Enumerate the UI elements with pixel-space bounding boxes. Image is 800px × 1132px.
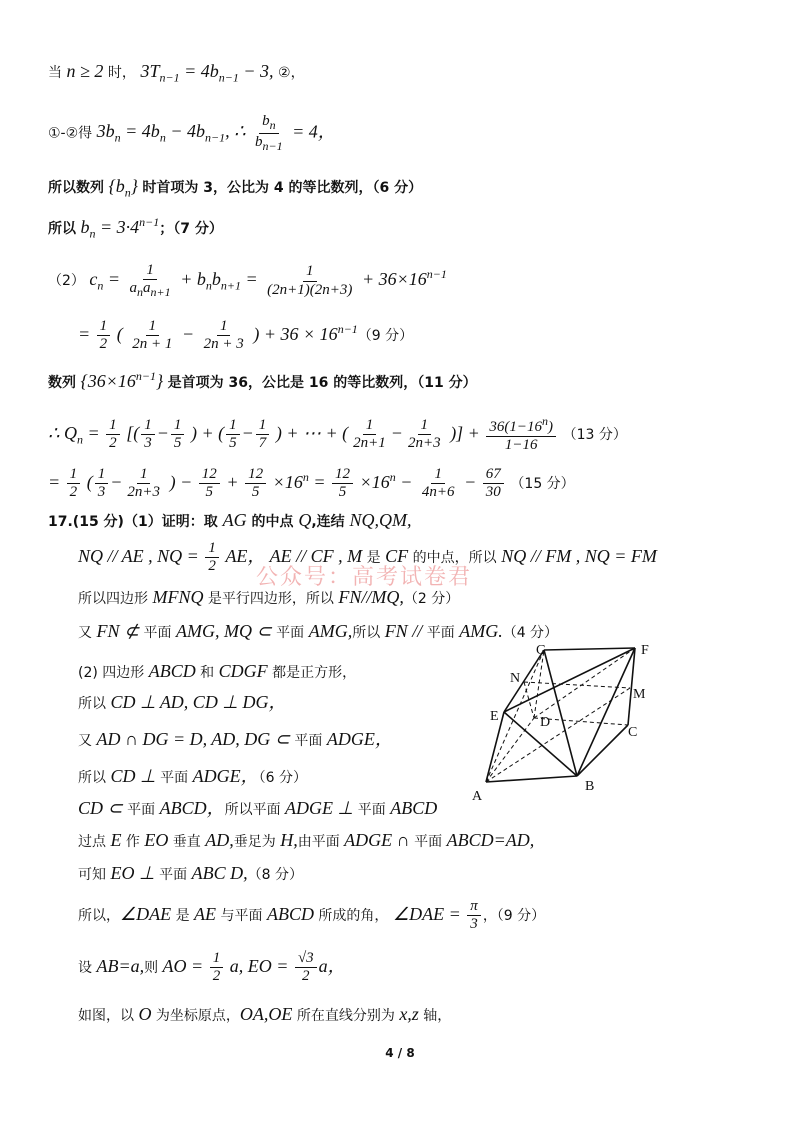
line-17: 所以 CD ⊥ 平面 ADGE，（6 分） bbox=[78, 766, 307, 786]
label-M: M bbox=[633, 687, 646, 702]
label-F: F bbox=[641, 643, 649, 658]
line-21: 所以，∠DAE 是 AE 与平面 ABCD 所成的角， ∠DAE = $\frac{\pi}{3}$ ，（9 分） bbox=[78, 898, 546, 933]
line-13: 又 FN ⊄ 平面 AMG, MQ ⊂ 平面 AMG,所以 FN // 平面 AMG.（4 分） bbox=[78, 621, 559, 641]
line-15: 所以 CD ⊥ AD, CD ⊥ DG， bbox=[78, 692, 287, 712]
line-23: 如图，以 O 为坐标原点，OA,OE 所在直线分别为 x,z 轴， bbox=[78, 1004, 452, 1024]
line-14: (2) 四边形 ABCD 和 CDGF 都是正方形， bbox=[78, 661, 357, 681]
line-1: 当 n ≥ 2 时， $3T_{n-1} = 4b_{n-1} - 3$, ②， bbox=[48, 61, 305, 85]
watermark: 公众号：高考试卷君 bbox=[256, 565, 473, 590]
line-4: 所以 $b_n = 3\cdot 4^{n-1}$；（7 分） bbox=[48, 215, 223, 241]
label-E: E bbox=[490, 709, 499, 724]
line-10: 17.(15 分)（1）证明：取 AG 的中点 Q,连结 NQ,QM, bbox=[48, 510, 412, 530]
page-number: 4 / 8 bbox=[385, 1046, 415, 1060]
line-7: 数列 $\{36\times 16^{n-1}\}$ 是首项为 36，公比是 16 的等比数列，（11 分） bbox=[48, 369, 477, 391]
line-8: ∴ $Q_n$ = $\frac{1}{2}$ [( $\frac{1}{3}$ − $\frac{1}{5}$ ) + ( $\frac{1}{5}$ − $\frac{1}{7}$ ) + ⋯ + ( $\frac{1}{2n+1}$ − $\frac{1}{2n+3}$ )] + $\frac{36(1-16^n)}{1-16}$ （13 分） bbox=[48, 414, 627, 454]
line-2: ①-②得 $3b_n = 4b_n - 4b_{n-1}$, ∴ $\frac{b_n}{b_{n-1}}$ = 4， bbox=[48, 113, 336, 153]
line-12: 所以四边形 MFNQ 是平行四边形，所以 FN//MQ,（2 分） bbox=[78, 587, 460, 607]
line-22: 设 AB=a,则 AO = $\frac{1}{2}$ a, EO = $\frac{√3}{2}$ a， bbox=[78, 950, 346, 985]
label-N: N bbox=[510, 671, 521, 686]
line-3: 所以数列 $\{b_n\}$ 时首项为 3，公比为 4 的等比数列，（6 分） bbox=[48, 176, 423, 200]
line-20: 可知 EO ⊥ 平面 ABC D,（8 分） bbox=[78, 863, 303, 883]
label-G: G bbox=[536, 643, 547, 658]
label-B: B bbox=[585, 779, 595, 794]
line-5: （2） $c_n$ = $\frac{1}{a_na_{n+1}}$ + $b_nb_{n+1}$ = $\frac{1}{(2n+1)(2n+3)}$ + $36\times 16^{n-1}$ bbox=[48, 262, 447, 300]
geometry-figure bbox=[470, 640, 670, 800]
line-9: = $\frac{1}{2}$ ( $\frac{1}{3}$ − $\frac{1}{2n+3}$ ) − $\frac{12}{5}$ + $\frac{12}{5}$ $\times 16^n$ = $\frac{12}{5}$ $\times 16^n$ − $\frac{1}{4n+6}$ − $\frac{67}{30}$ （15 分） bbox=[48, 466, 575, 501]
label-C: C bbox=[628, 725, 638, 740]
line-6: = $\frac{1}{2}$ ( $\frac{1}{2n + 1}$ − $\frac{1}{2n + 3}$ ) + $36 \times 16^{n-1}(9$ 分） bbox=[78, 318, 414, 353]
label-A: A bbox=[472, 789, 483, 800]
line-16: 又 AD ∩ DG = D, AD, DG ⊂ 平面 ADGE， bbox=[78, 729, 393, 749]
line-11: NQ // AE , NQ = $\frac{1}{2}$ AE， AE // CF , M 是 CF 的中点，所以 NQ // FM , NQ = FM bbox=[78, 540, 657, 575]
label-D: D bbox=[540, 715, 551, 730]
line-18: CD ⊂ 平面 ABCD，所以平面 ADGE ⊥ 平面 ABCD bbox=[78, 798, 438, 818]
line-19: 过点 E 作 EO 垂直 AD,垂足为 H,由平面 ADGE ∩ 平面 ABCD=AD, bbox=[78, 830, 535, 850]
